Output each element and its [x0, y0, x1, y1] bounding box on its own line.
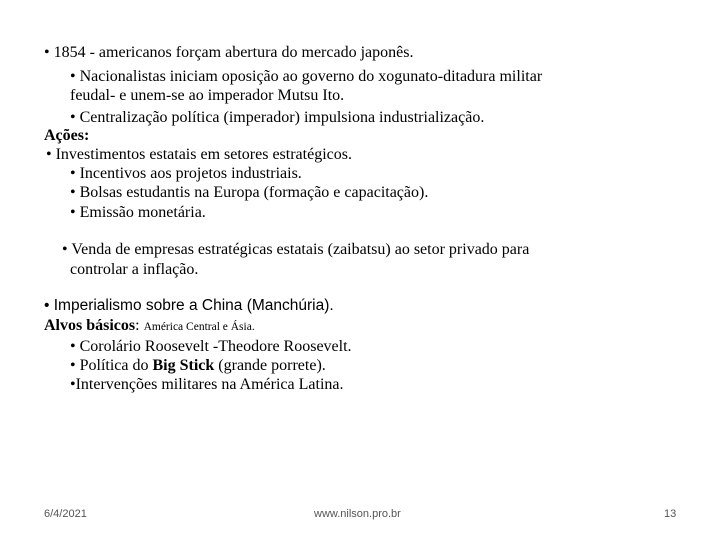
big-stick-term: Big Stick: [152, 357, 215, 374]
alvos-basicos-line: [44, 316, 255, 337]
footer-date: 6/4/2021: [44, 508, 87, 520]
heading-acoes: Ações:: [44, 127, 90, 144]
big-stick-prefix: • Política do: [70, 357, 153, 374]
bullet-incentivos: • Incentivos aos projetos industriais.: [70, 165, 302, 182]
bullet-corolario: • Corolário Roosevelt -Theodore Roosevelt.: [70, 338, 352, 355]
bullet-nacionalistas-cont: feudal- e unem-se ao imperador Mutsu Ito.: [70, 87, 345, 104]
bullet-intervencoes: •Intervenções militares na América Latina.: [70, 376, 344, 393]
big-stick-suffix: (grande porrete).: [214, 357, 326, 374]
alvos-basicos-colon: :: [135, 317, 144, 334]
footer-page-number: 13: [664, 508, 677, 520]
footer-website: www.nilson.pro.br: [314, 508, 401, 520]
alvos-basicos-value: América Central e Ásia.: [143, 321, 255, 333]
bullet-venda-cont: controlar a inflação.: [70, 261, 199, 278]
bullet-big-stick: [70, 356, 326, 375]
bullet-imperialismo: • Imperialismo sobre a China (Manchúria).: [44, 297, 334, 314]
bullet-1854: • 1854 - americanos forçam abertura do mercado japonês.: [44, 44, 414, 61]
bullet-nacionalistas: • Nacionalistas iniciam oposição ao governo do xogunato-ditadura militar: [70, 68, 543, 85]
bullet-venda: • Venda de empresas estratégicas estatais (zaibatsu) ao setor privado para: [62, 241, 530, 258]
alvos-basicos-label: Alvos básicos: [44, 317, 136, 334]
bullet-bolsas: • Bolsas estudantis na Europa (formação e capacitação).: [70, 184, 429, 201]
bullet-emissao: • Emissão monetária.: [70, 204, 206, 221]
bullet-centralizacao: • Centralização política (imperador) impulsiona industrialização.: [70, 109, 485, 126]
bullet-investimentos: • Investimentos estatais em setores estratégicos.: [46, 146, 352, 163]
